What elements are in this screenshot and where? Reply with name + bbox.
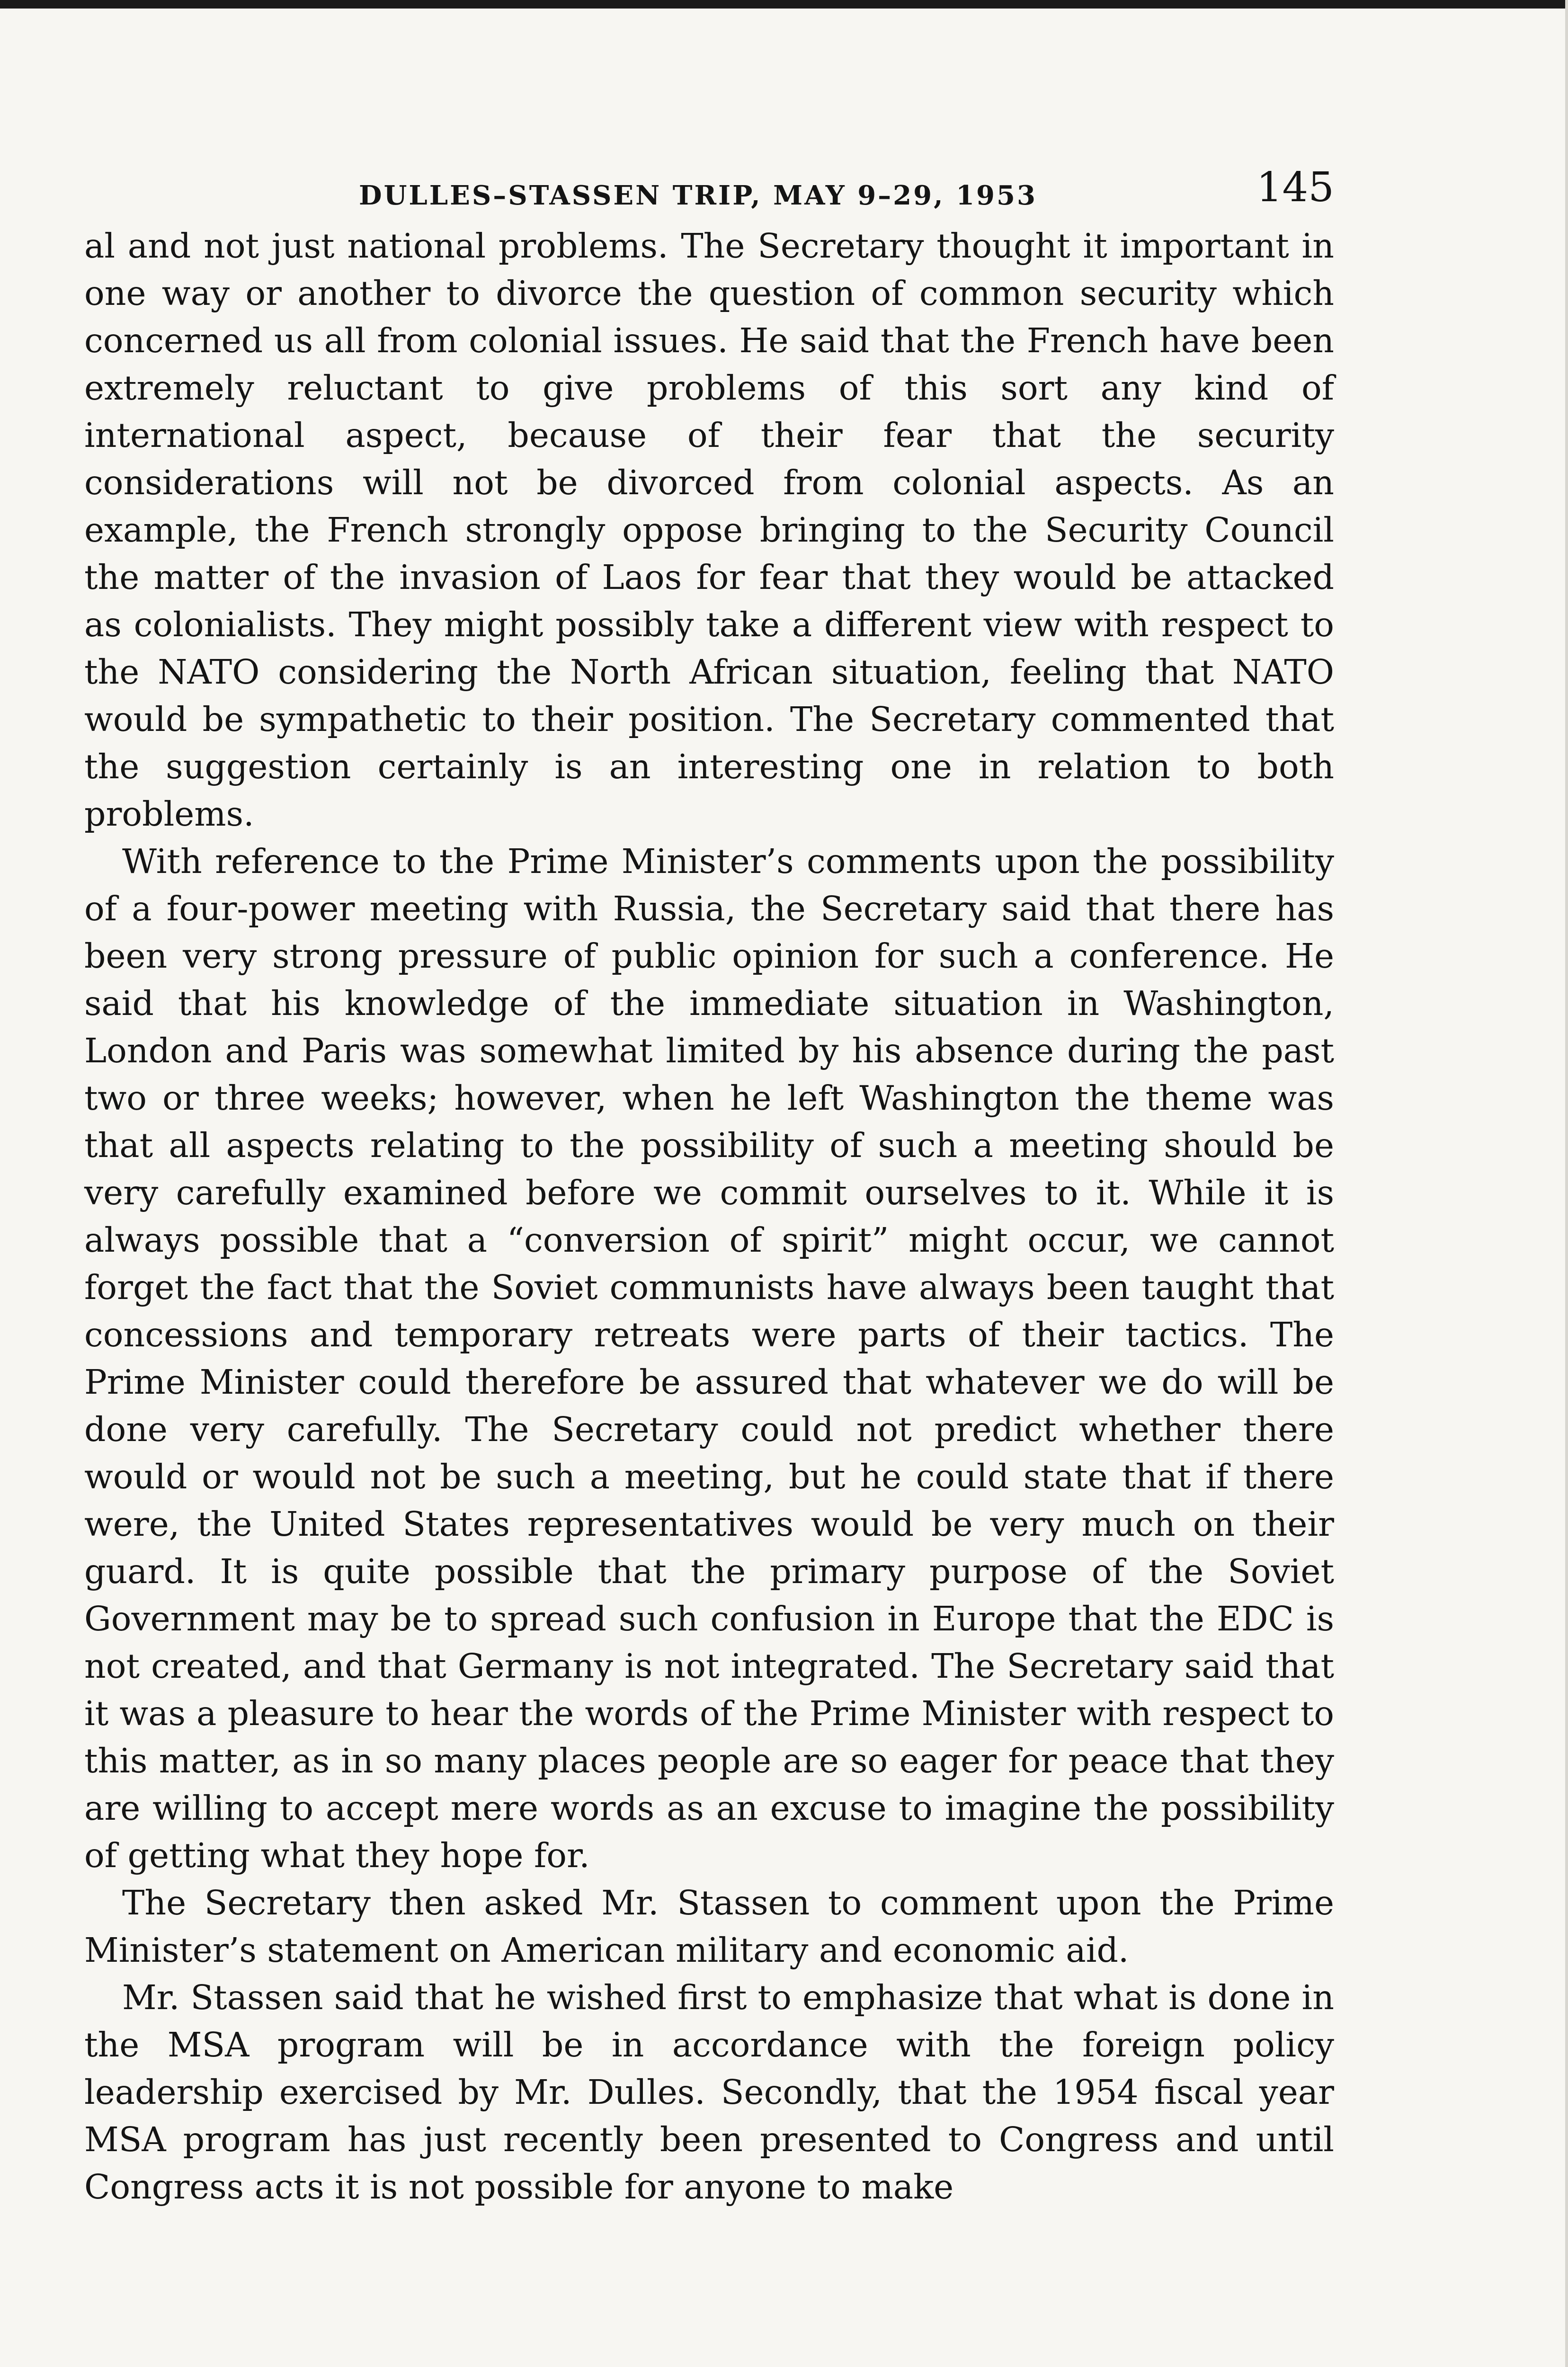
page-header [84, 156, 1334, 222]
body-text [84, 222, 1334, 2211]
top-border [0, 0, 1568, 9]
page-number: 145 [1256, 164, 1334, 211]
paragraph: Mr. Stassen said that he wished first to emphasize that what is done in the MSA program will be in accordance with the foreign policy leadership exercised by Mr. Dulles. Secondly, that the 1954 fiscal year MSA program has just recently been presented to Congress and until Congress acts it is not possible for anyone to make [84, 1978, 1334, 2207]
paragraph: The Secretary then asked Mr. Stassen to comment upon the Prime Minister’s statement on American military and economic aid. [84, 1883, 1334, 1970]
paragraph: With reference to the Prime Minister’s comments upon the possibility of a four-power meeting with Russia, the Secretary said that there has been very strong pressure of public opinion for such a conference. He said that his knowledge of the immediate situation in Washington, London and Paris was somewhat limited by his absence during the past two or three weeks; however, when he left Washington the theme was that all aspects relating to the possibility of such a meeting should be very carefully examined before we commit ourselves to it. While it is always possible that a “conversion of spirit” might occur, we cannot forget the fact that the Soviet communists have always been taught that concessions and temporary retreats were parts of their tactics. The Prime Minister could therefore be assured that whatever we do will be done very carefully. The Secretary could not predict whether there would or would not be such a meeting, but he could state that if there were, the United States representatives would be very much on their guard. It is quite possible that the primary purpose of the Soviet Government may be to spread such confusion in Europe that the EDC is not created, and that Germany is not integrated. The Secretary said that it was a pleasure to hear the words of the Prime Minister with respect to this matter, as in so many places people are so eager for peace that they are willing to accept mere words as an excuse to imagine the possibility of getting what they hope for. [84, 842, 1334, 1875]
paragraph-continued: al and not just national problems. The Secretary thought it important in one way or another to divorce the question of common security which concerned us all from colonial issues. He said that the French have been extremely reluctant to give problems of this sort any kind of international aspect, because of their fear that the security considerations will not be divorced from colonial aspects. As an example, the French strongly oppose bringing to the Security Council the matter of the invasion of Laos for fear that they would be attacked as colonialists. They might possibly take a different view with respect to the NATO considering the North African situation, feeling that NATO would be sympathetic to their position. The Secretary commented that the suggestion certainly is an interesting one in relation to both problems. [84, 226, 1334, 834]
document-page [84, 156, 1334, 2211]
page-edge [1565, 0, 1568, 2367]
running-head: DULLES–STASSEN TRIP, MAY 9–29, 1953 [359, 180, 1037, 211]
